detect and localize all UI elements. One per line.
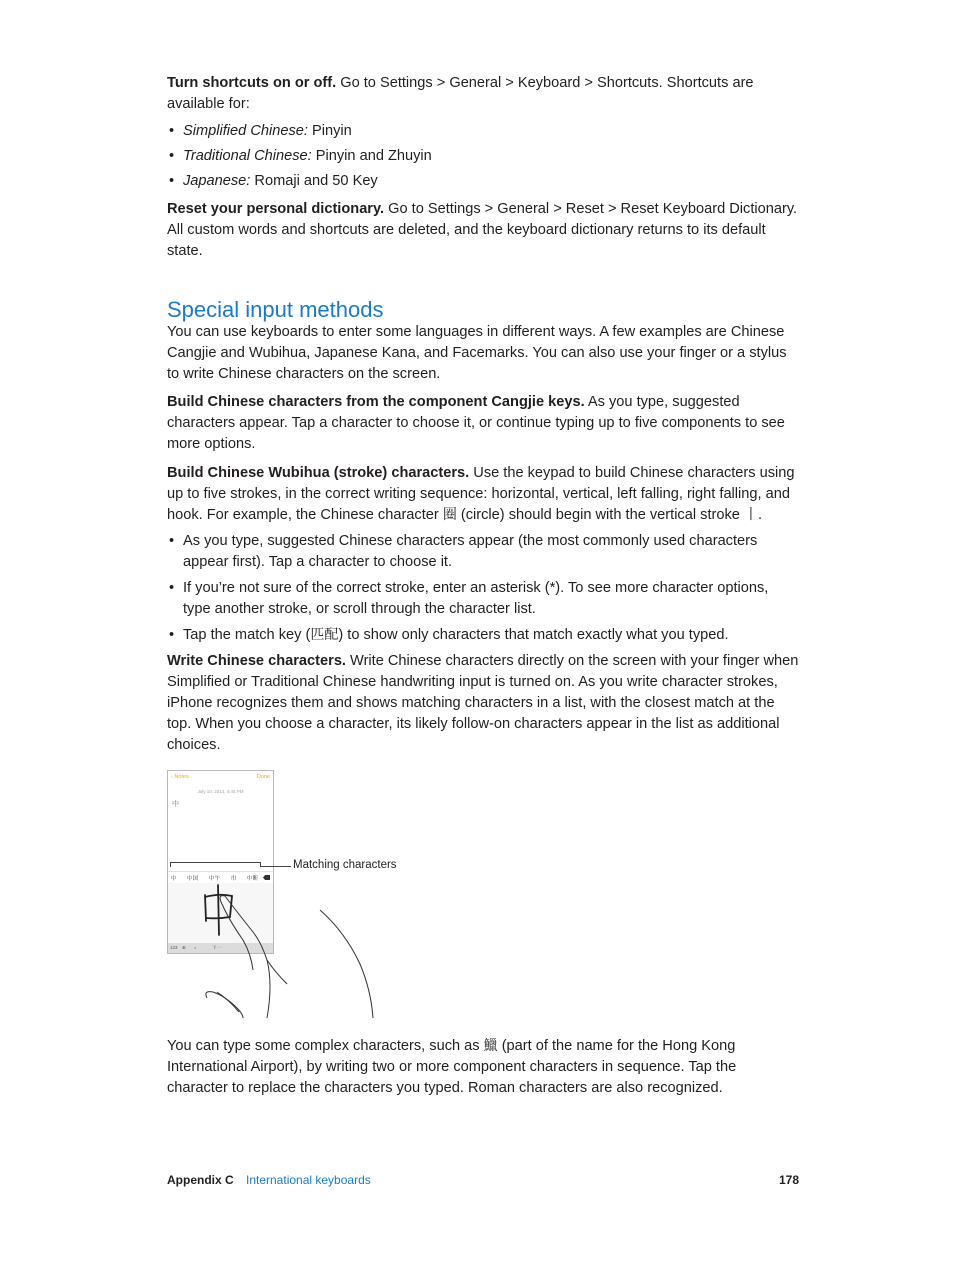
circle-character: 圈 <box>442 507 457 523</box>
wubihua-text: . <box>757 507 763 523</box>
microphone-icon: ♪ <box>194 945 197 950</box>
list-item-text: As you type, suggested Chinese characters appear (the most commonly used characters appear first). Tap a character to choose it. <box>183 533 758 570</box>
footer-page-number: 178 <box>779 1173 800 1187</box>
shortcut-list <box>167 121 799 192</box>
candidate: 巾 <box>231 876 237 882</box>
phone-123-key: 123 <box>170 945 178 950</box>
list-item-label: Traditional Chinese: <box>183 148 312 164</box>
footer-appendix: Appendix C <box>167 1173 234 1187</box>
reset-text: Go to Settings > General > Reset > Reset Keyboard Dictionary. All custom words and shortcuts are deleted, and the keyboard dictionary returns to its default state. <box>167 201 798 259</box>
list-item-value: Pinyin <box>311 123 352 139</box>
list-item <box>167 146 799 167</box>
vertical-stroke-character: 丨 <box>743 507 758 523</box>
phone-nav-bar <box>171 774 270 784</box>
callout-line <box>261 866 291 867</box>
complex-text: (part of the name for the Hong Kong International Airport), by writing two or more component characters in sequence. Tap the character to replace the characters you typed. Roman characters are also recognized. <box>167 1038 737 1096</box>
cangjie-text: As you type, suggested characters appear. Tap a character to choose it, or continue typing up to five components to see more options. <box>167 394 785 452</box>
candidate: 中国 <box>187 876 199 882</box>
cangjie-paragraph <box>167 392 799 455</box>
list-item <box>167 578 799 620</box>
footer-section-link[interactable]: International keyboards <box>246 1173 371 1187</box>
candidate: 中 <box>171 876 177 882</box>
wubihua-text: Use the keypad to build Chinese characters using up to five strokes, in the correct writing sequence: horizontal, vertical, left falling, right falling, and hook. For example, the Chinese character <box>167 465 795 523</box>
phone-next-key: 下一 <box>212 945 221 950</box>
wubihua-lead: Build Chinese Wubihua (stroke) characters. <box>167 465 470 481</box>
list-item-label: Japanese: <box>183 173 251 189</box>
phone-back-link: ‹ Notes <box>171 774 189 780</box>
phone-back-label: Notes <box>174 774 189 780</box>
reset-lead: Reset your personal dictionary. <box>167 201 385 217</box>
wubihua-text: (circle) should begin with the vertical stroke <box>456 507 744 523</box>
intro-paragraph <box>167 322 799 385</box>
phone-done-button: Done <box>256 774 270 780</box>
candidate: 中午 <box>209 876 221 882</box>
complex-text: You can type some complex characters, such as <box>167 1038 484 1054</box>
list-item-value: Romaji and 50 Key <box>254 173 378 189</box>
list-item-text: ) to show only characters that match exactly what you typed. <box>338 627 729 643</box>
hand-icon <box>195 880 380 1025</box>
wubihua-list <box>167 531 799 646</box>
write-text: Write Chinese characters directly on the screen with your finger when Simplified or Traditional Chinese handwriting input is turned on. As you write character strokes, iPhone recognizes them and shows matching characters in a list, with the closest match at the top. When you choose a character, its likely follow-on characters appear in the list as additional choices. <box>167 653 799 753</box>
shortcuts-paragraph <box>167 73 799 115</box>
phone-note-date: July 10, 2014, 4:45 PM <box>197 789 244 794</box>
section-heading: Special input methods <box>167 297 384 322</box>
write-lead: Write Chinese characters. <box>167 653 346 669</box>
phone-typed-character: 中 <box>172 801 179 808</box>
list-item <box>167 121 799 142</box>
list-item <box>167 171 799 192</box>
list-item-text: Tap the match key ( <box>183 627 311 643</box>
list-item <box>167 625 799 646</box>
matching-characters-callout: Matching characters <box>293 859 397 871</box>
reset-paragraph <box>167 199 799 262</box>
intro-text: You can use keyboards to enter some languages in different ways. A few examples are Chinese Cangjie and Wubihua, Japanese Kana, and Facemarks. You can also use your finger or a stylus to write Chinese characters on the screen. <box>167 324 787 382</box>
list-item <box>167 531 799 573</box>
write-paragraph <box>167 651 799 756</box>
shortcuts-lead: Turn shortcuts on or off. <box>167 75 337 91</box>
list-item-label: Simplified Chinese: <box>183 123 308 139</box>
candidate: 中断 <box>247 876 259 882</box>
shortcuts-text: Go to Settings > General > Keyboard > Shortcuts. Shortcuts are available for: <box>167 75 754 112</box>
match-key-label: 匹配 <box>310 627 339 643</box>
complex-paragraph <box>167 1036 799 1099</box>
complex-character: 鱲 <box>483 1038 498 1054</box>
wubihua-paragraph <box>167 463 799 526</box>
globe-icon: ⊕ <box>182 945 186 950</box>
list-item-text: If you’re not sure of the correct stroke, enter an asterisk (*). To see more character options, type another stroke, or scroll through the character list. <box>183 580 769 617</box>
matching-characters-bracket <box>170 862 261 867</box>
list-item-value: Pinyin and Zhuyin <box>315 148 432 164</box>
cangjie-lead: Build Chinese characters from the component Cangjie keys. <box>167 394 585 410</box>
